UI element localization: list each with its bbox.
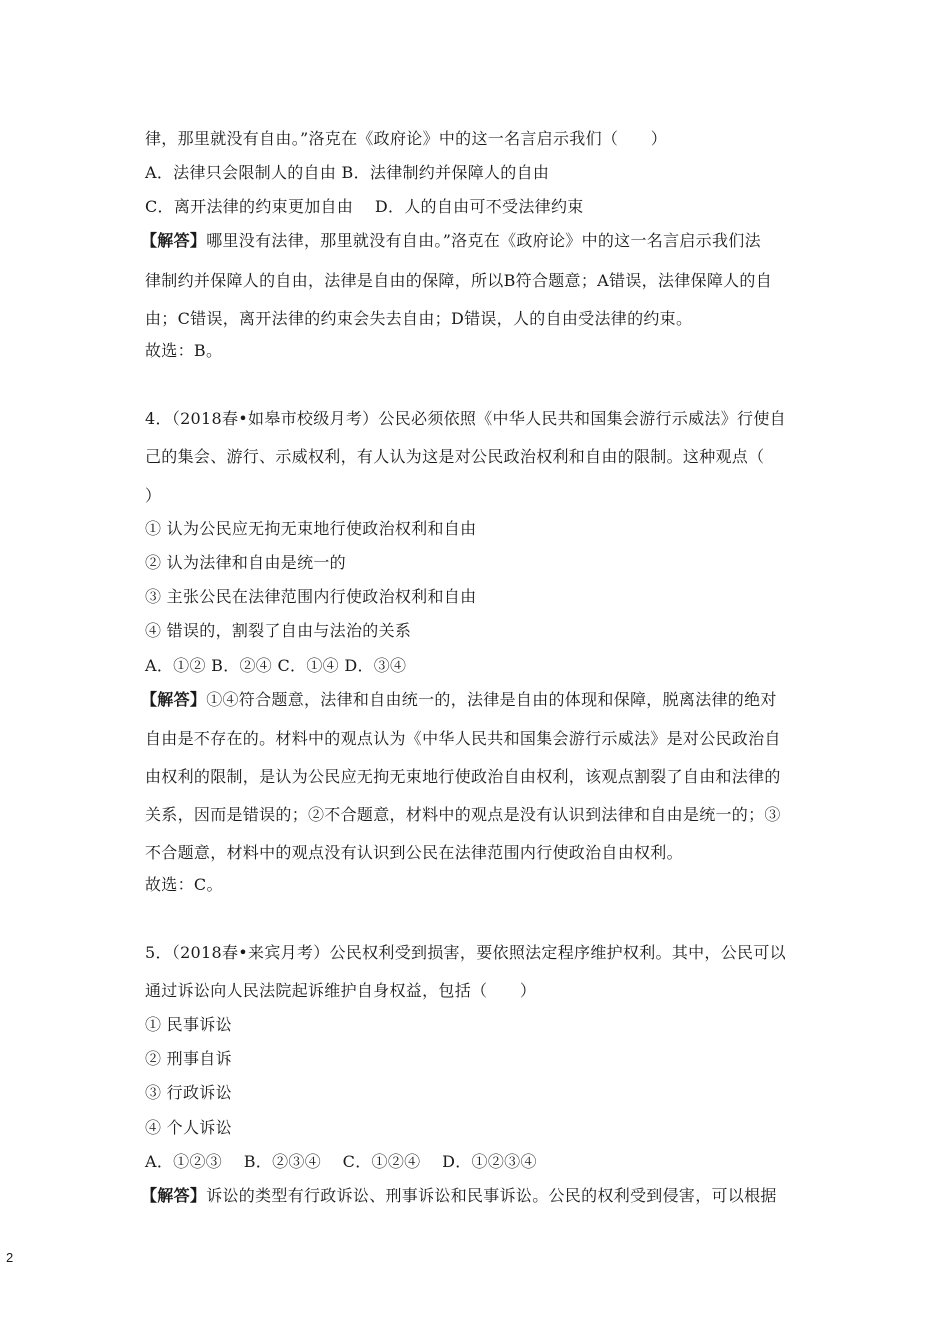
q4-stem-line-1: 4．（2018春•如皋市校级月考）公民必须依照《中华人民共和国集会游行示威法》行使自 — [145, 409, 786, 428]
q4-stem-line-3: ） — [145, 486, 162, 505]
q4-choice: 故选：C。 — [145, 875, 223, 894]
q4-options: A．①② B．②④ C．①④ D．③④ — [145, 656, 407, 675]
q4-stem-line-2: 己的集会、游行、示威权利，有人认为这是对公民政治权利和自由的限制。这种观点（ — [145, 447, 765, 466]
q5-statement-3: ③ 行政诉讼 — [145, 1083, 232, 1102]
q3-option-cd: C．离开法律的约束更加自由 D．人的自由可不受法律约束 — [145, 197, 584, 216]
q4-answer-line-3: 由权利的限制，是认为公民应无拘无束地行使政治自由权利，该观点割裂了自由和法律的 — [145, 767, 781, 786]
answer-tag: 【解答】 — [141, 231, 207, 250]
q5-statement-4: ④ 个人诉讼 — [145, 1118, 232, 1137]
q4-statement-4: ④ 错误的，割裂了自由与法治的关系 — [145, 621, 412, 640]
q5-statement-2: ② 刑事自诉 — [145, 1049, 232, 1068]
answer-tag: 【解答】 — [141, 1186, 207, 1205]
q3-option-ab: A．法律只会限制人的自由 B．法律制约并保障人的自由 — [145, 163, 550, 182]
q4-answer-line-5: 不合题意，材料中的观点没有认识到公民在法律范围内行使政治自由权利。 — [145, 843, 683, 862]
q5-statement-1: ① 民事诉讼 — [145, 1015, 232, 1034]
q3-answer-line-3: 由；C错误，离开法律的约束会失去自由；D错误，人的自由受法律的约束。 — [145, 309, 693, 328]
q5-answer-line-1: 【解答】诉讼的类型有行政诉讼、刑事诉讼和民事诉讼。公民的权利受到侵害，可以根据 — [141, 1186, 777, 1205]
q4-statement-1: ① 认为公民应无拘无束地行使政治权利和自由 — [145, 519, 477, 538]
q3-answer-line-1: 【解答】哪里没有法律，那里就没有自由。”洛克在《政府论》中的这一名言启示我们法 — [141, 231, 761, 250]
q5-stem-line-1: 5．（2018春•来宾月考）公民权利受到损害，要依照法定程序维护权利。其中，公民可以 — [145, 943, 786, 962]
q3-choice: 故选：B。 — [145, 341, 223, 360]
q3-stem-end: 律，那里就没有自由。”洛克在《政府论》中的这一名言启示我们（ ） — [145, 129, 668, 148]
answer-tag: 【解答】 — [141, 690, 207, 709]
q5-options: A．①②③ B．②③④ C．①②④ D．①②③④ — [145, 1152, 537, 1171]
q4-answer-line-4: 关系，因而是错误的；②不合题意，材料中的观点是没有认识到法律和自由是统一的；③ — [145, 805, 781, 824]
q4-answer-line-1: 【解答】①④符合题意，法律和自由统一的，法律是自由的体现和保障，脱离法律的绝对 — [141, 690, 777, 709]
q4-statement-2: ② 认为法律和自由是统一的 — [145, 553, 346, 572]
q4-statement-3: ③ 主张公民在法律范围内行使政治权利和自由 — [145, 587, 477, 606]
q4-answer-line-2: 自由是不存在的。材料中的观点认为《中华人民共和国集会游行示威法》是对公民政治自 — [145, 729, 781, 748]
page-number: 2 — [6, 1250, 14, 1265]
q5-stem-line-2: 通过诉讼向人民法院起诉维护自身权益，包括（ ） — [145, 981, 537, 1000]
q3-answer-line-2: 律制约并保障人的自由，法律是自由的保障，所以B符合题意；A错误，法律保障人的自 — [145, 271, 773, 290]
